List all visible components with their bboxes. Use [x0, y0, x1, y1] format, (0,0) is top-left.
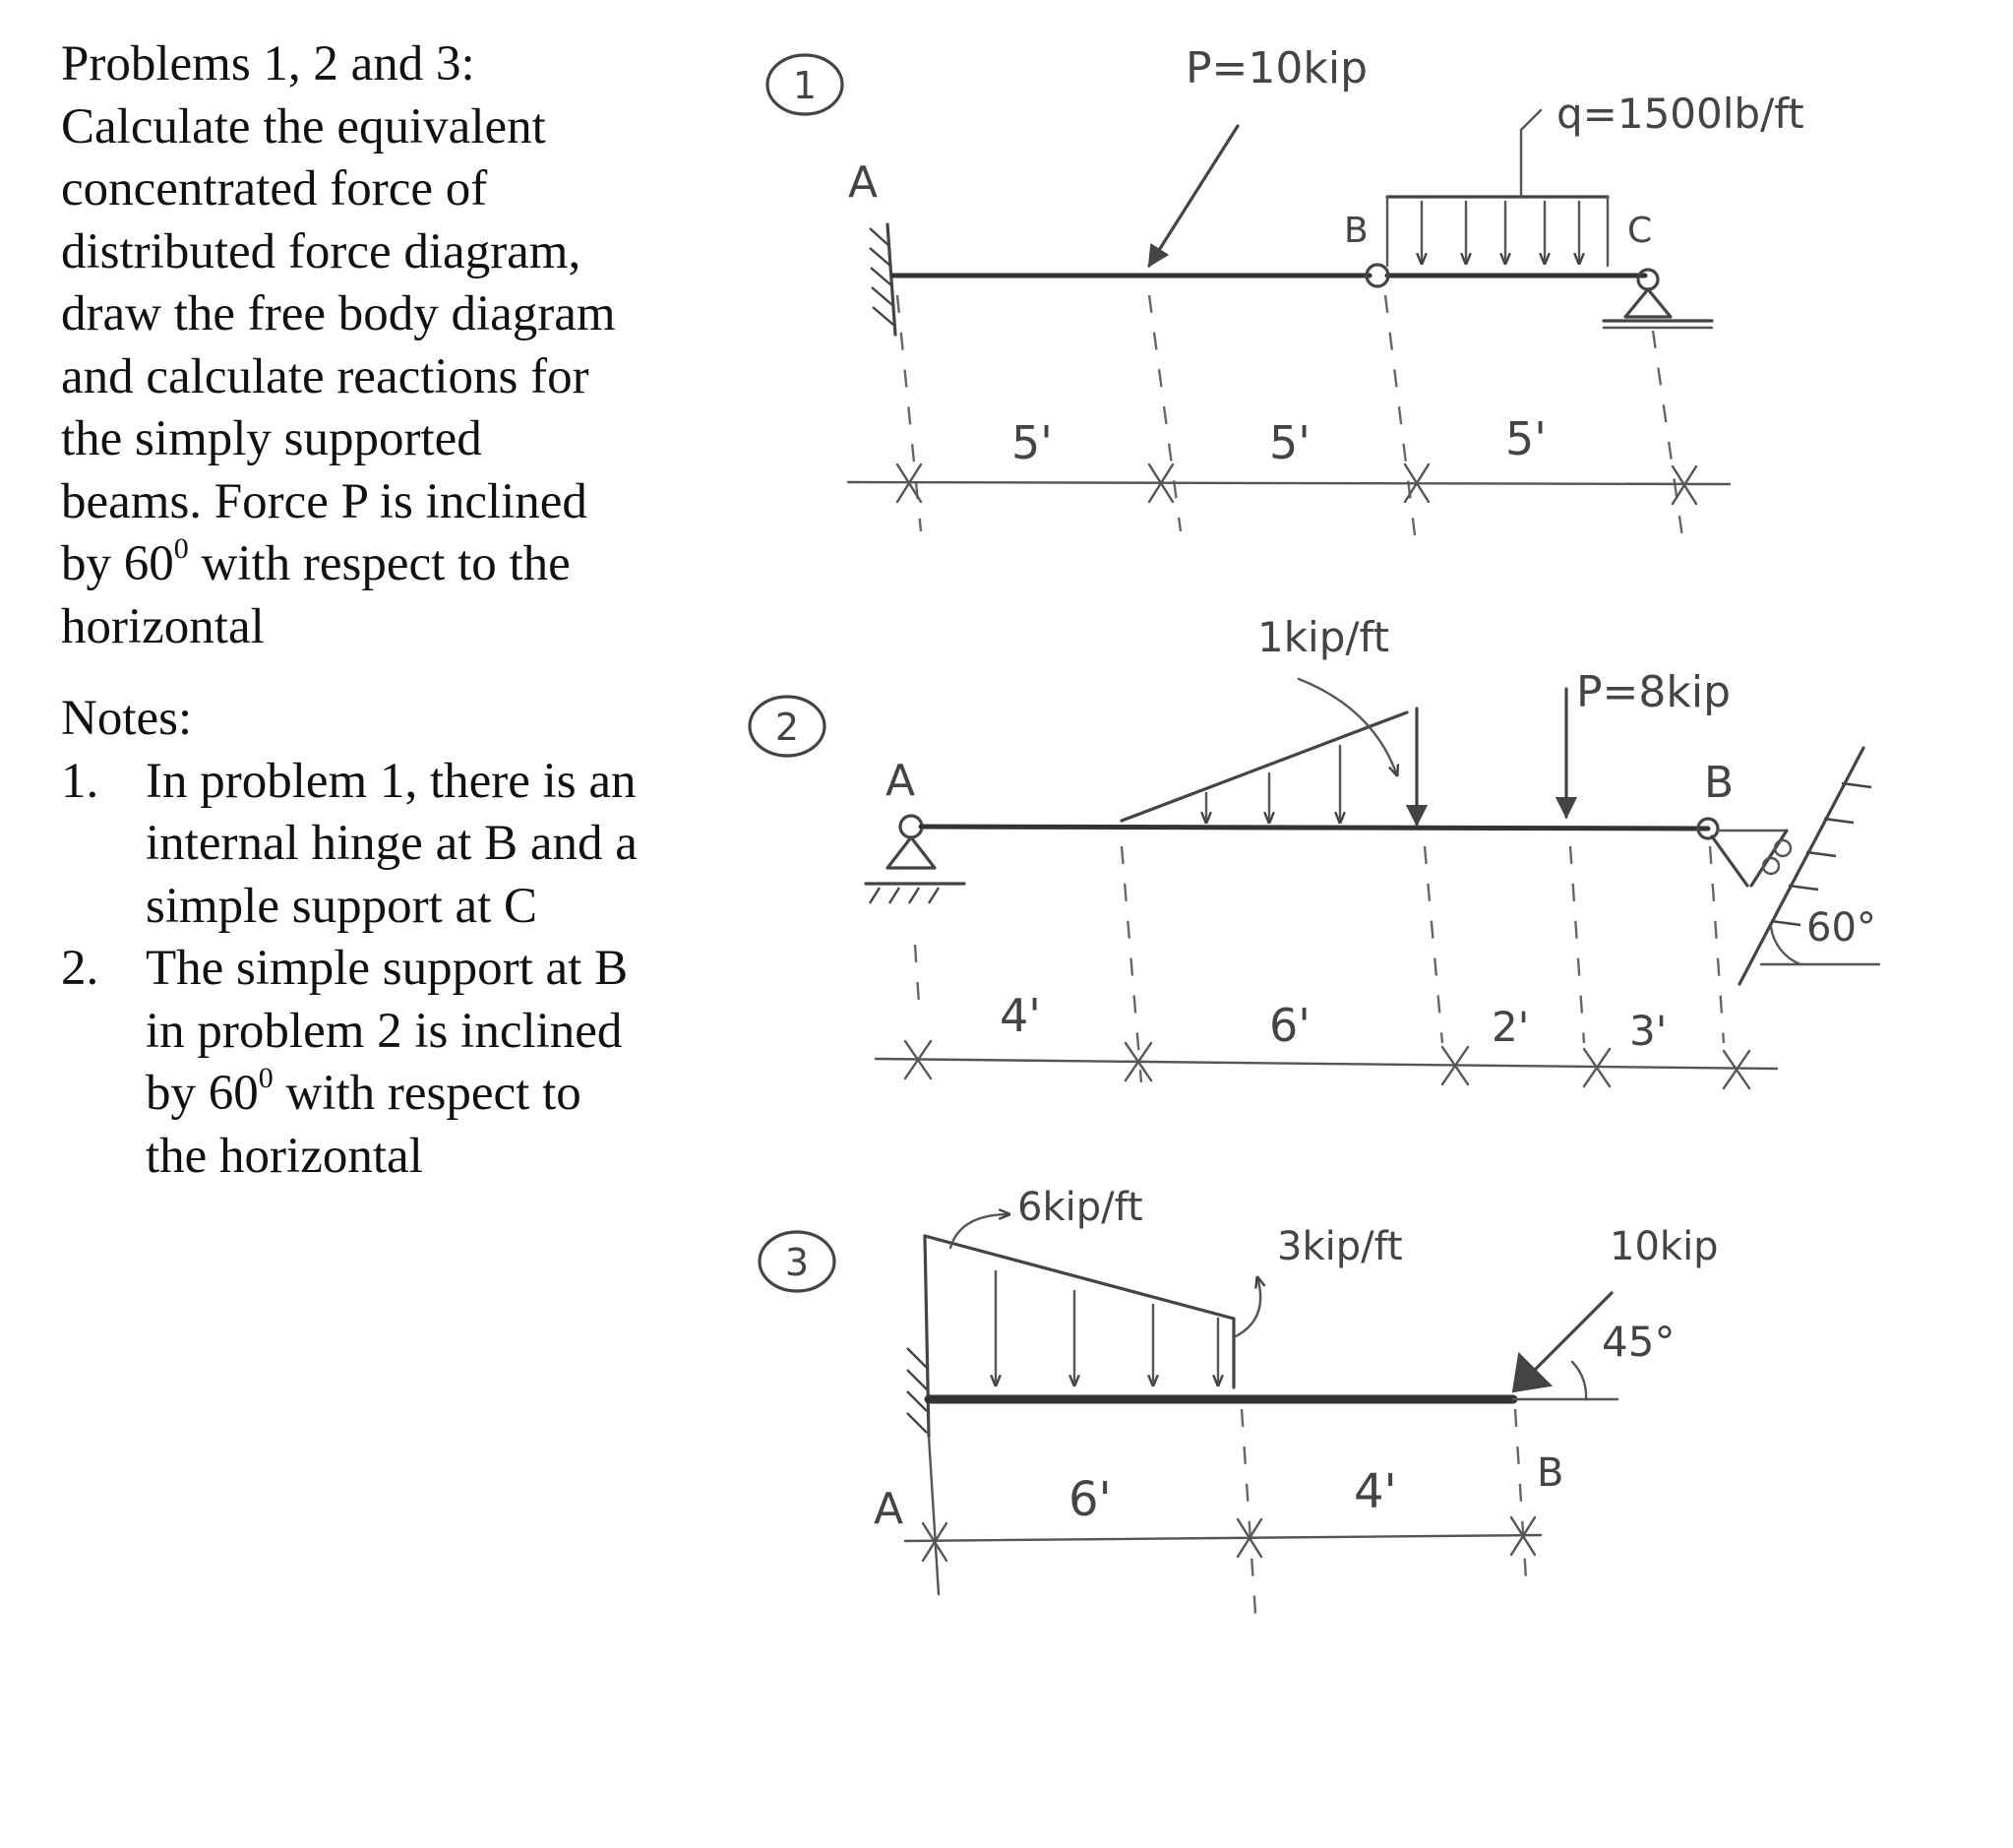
force-10kip-arrow	[1523, 1293, 1612, 1382]
dimension-label: 5'	[1269, 416, 1311, 469]
dimension-label: 3'	[1629, 1007, 1668, 1055]
problem-line-4: distributed force diagram,	[61, 223, 581, 279]
problem-line-1: Problems 1, 2 and 3:	[61, 36, 475, 92]
fixed-support-a	[907, 1236, 929, 1437]
extension-line	[1710, 846, 1724, 1043]
load-p-label: P=10kip	[1186, 43, 1369, 93]
note-line: simple support at C	[146, 878, 538, 934]
problem-line-5: draw the free body diagram	[61, 286, 616, 341]
dimension-label: 6'	[1068, 1472, 1112, 1527]
problem-line-8: beams. Force P is inclined	[61, 473, 587, 529]
dimension-line	[905, 1535, 1541, 1541]
angle-label: 45°	[1602, 1318, 1676, 1366]
extension-line	[1515, 1409, 1527, 1594]
fixed-support-a	[870, 224, 895, 335]
label-a: A	[874, 1484, 904, 1534]
note-line: in problem 2 is inclined	[146, 1003, 623, 1059]
note-line: internal hinge at B and a	[146, 816, 638, 871]
load-p-label: 10kip	[1610, 1224, 1719, 1269]
extension-line	[1425, 846, 1442, 1043]
load-p-label: P=8kip	[1576, 667, 1732, 717]
problem-line-10: horizontal	[61, 598, 265, 654]
dimension-label: 2'	[1492, 1003, 1530, 1051]
extension-line	[1122, 846, 1141, 1082]
label-b: B	[1537, 1450, 1564, 1496]
note-number: 1.	[61, 753, 99, 809]
note-angle-text: by 60	[146, 1066, 259, 1121]
note-number: 2.	[61, 941, 99, 996]
angle-arc	[1572, 1362, 1586, 1399]
diagram-number: 1	[792, 64, 818, 107]
degree-superscript: 0	[173, 532, 189, 565]
load-w2-label: 3kip/ft	[1277, 1224, 1403, 1269]
diagram-number: 2	[774, 706, 800, 749]
dimension-label: 4'	[1000, 989, 1041, 1042]
diagram-number: 3	[784, 1241, 810, 1284]
label-c: C	[1627, 211, 1653, 251]
dimension-line	[848, 482, 1730, 484]
load-q-label: q=1500lb/ft	[1556, 90, 1804, 138]
degree-superscript: 0	[258, 1062, 274, 1094]
note-line: The simple support at B	[146, 941, 629, 996]
load-w-label: 1kip/ft	[1257, 613, 1390, 661]
load-w1-label: 6kip/ft	[1017, 1185, 1143, 1230]
extension-line	[1570, 846, 1584, 1043]
dimension-label: 4'	[1354, 1464, 1397, 1519]
dimension-label: 5'	[1505, 412, 1547, 465]
diagram-2	[750, 613, 1879, 1088]
label-a: A	[885, 756, 916, 806]
trapezoidal-load	[925, 1214, 1260, 1387]
extension-line	[915, 945, 919, 1004]
angle-text: by 60	[61, 536, 174, 591]
diagram-1	[767, 43, 1804, 551]
dimension-line	[876, 1059, 1777, 1069]
angle-label: 60°	[1806, 905, 1876, 951]
problem-line-2: Calculate the equivalent	[61, 98, 546, 154]
beam	[921, 827, 1708, 829]
triangular-load	[1122, 679, 1417, 825]
dimension-label: 5'	[1011, 416, 1053, 469]
pin-support-c	[1604, 270, 1712, 328]
problem-line-7: the simply supported	[61, 411, 482, 466]
diagram-3	[760, 1185, 1719, 1614]
problem-line-3: concentrated force of	[61, 161, 488, 216]
angle-text-rest: with respect to the	[188, 536, 571, 591]
notes-title: Notes:	[61, 691, 193, 746]
extension-line	[1385, 295, 1417, 551]
extension-line	[1242, 1409, 1255, 1614]
note-line: the horizontal	[146, 1128, 423, 1184]
extension-line	[1653, 331, 1684, 551]
label-a: A	[848, 157, 879, 208]
note-angle-text-rest: with respect to	[273, 1066, 581, 1121]
dimension-label: 6'	[1269, 999, 1311, 1052]
problem-line-6: and calculate reactions for	[61, 348, 589, 404]
force-p-arrow	[1149, 126, 1238, 266]
label-b: B	[1344, 211, 1369, 251]
label-b: B	[1704, 758, 1735, 808]
note-line: In problem 1, there is an	[146, 753, 637, 809]
extension-line	[929, 1437, 939, 1594]
